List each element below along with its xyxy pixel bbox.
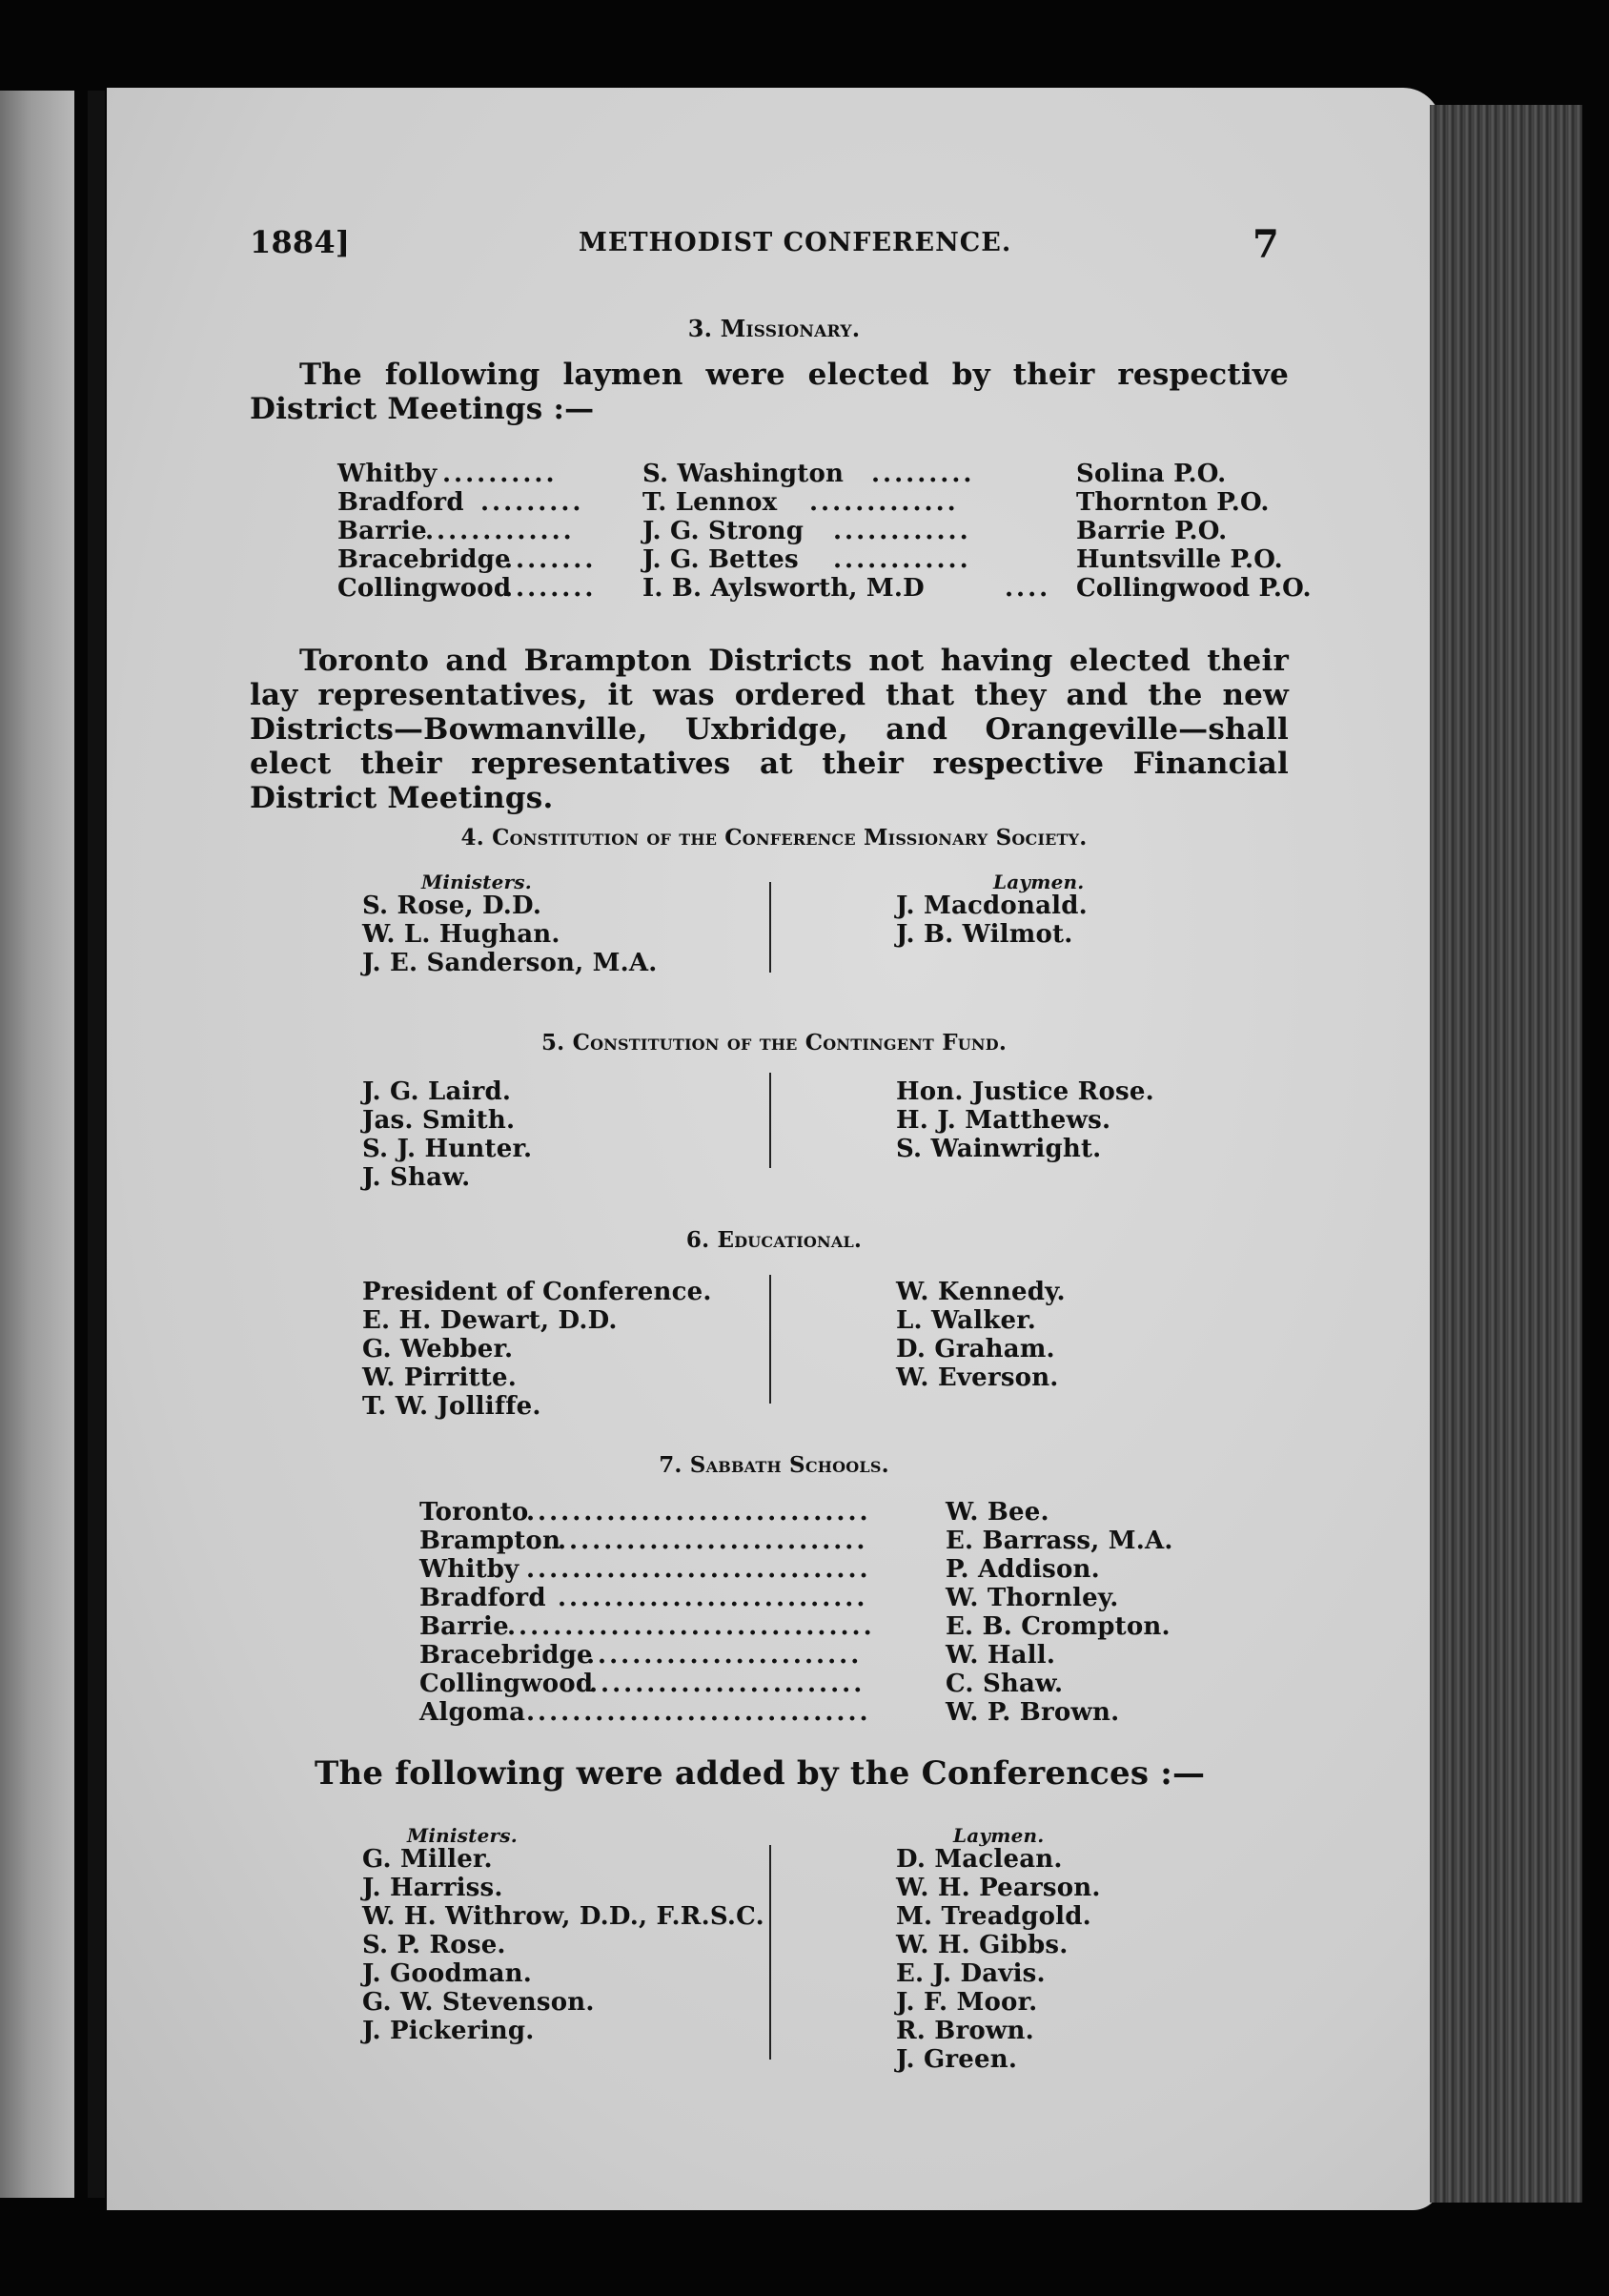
leader-dots: ........: [504, 545, 597, 574]
leader-dots: .............: [809, 488, 959, 517]
name-cell: C. Shaw.: [946, 1670, 1064, 1698]
list-item: E. H. Dewart, D.D.: [362, 1306, 618, 1335]
district-cell: Barrie: [419, 1612, 509, 1641]
list-item: L. Walker.: [896, 1306, 1036, 1335]
added-heading: The following were added by the Conferences :—: [315, 1754, 1206, 1793]
list-item: J. G. Laird.: [362, 1077, 512, 1106]
laymen-label: Laymen.: [953, 1824, 1045, 1847]
list-item: J. B. Wilmot.: [896, 920, 1073, 949]
name-cell: W. Bee.: [946, 1498, 1049, 1527]
name-cell: J. G. Bettes: [642, 545, 799, 574]
list-item: S. Rose, D.D.: [362, 892, 542, 920]
list-item: J. Pickering.: [362, 2017, 535, 2045]
table-row: [419, 1612, 1171, 1641]
list-item: J. Macdonald.: [896, 892, 1088, 920]
list-item: J. F. Moor.: [896, 1988, 1038, 2017]
table-row: [419, 1698, 1144, 1727]
leader-dots: ........................: [586, 1641, 863, 1670]
leader-dots: ............: [833, 517, 971, 545]
contingent-right-list: [896, 1077, 1154, 1163]
list-item: E. J. Davis.: [896, 1959, 1046, 1988]
ministers-list: [362, 892, 658, 977]
district-cell: Bracebridge: [419, 1641, 593, 1670]
list-item: R. Brown.: [896, 2017, 1034, 2045]
missionary-heading: 3. Missionary.: [687, 315, 861, 342]
list-item: W. Pirritte.: [362, 1363, 517, 1392]
column-divider: [769, 882, 771, 973]
po-cell: Huntsville P.O.: [1076, 545, 1283, 574]
list-item: H. J. Matthews.: [896, 1106, 1111, 1135]
name-cell: W. Thornley.: [946, 1584, 1119, 1612]
list-item: President of Conference.: [362, 1278, 712, 1306]
list-item: D. Graham.: [896, 1335, 1055, 1363]
list-item: W. H. Pearson.: [896, 1874, 1101, 1902]
list-item: G. Webber.: [362, 1335, 514, 1363]
table-row: [419, 1641, 1144, 1670]
leader-dots: ........: [504, 574, 597, 603]
district-cell: Whitby: [419, 1555, 519, 1584]
list-item: D. Maclean.: [896, 1845, 1063, 1874]
district-cell: Algoma: [419, 1698, 526, 1727]
district-cell: Bradford: [337, 488, 464, 517]
name-cell: W. P. Brown.: [946, 1698, 1120, 1727]
column-divider: [769, 1073, 771, 1168]
list-item: J. Green.: [896, 2045, 1018, 2074]
list-item: W. H. Withrow, D.D., F.R.S.C.: [362, 1902, 764, 1931]
name-cell: S. Washington: [642, 460, 845, 488]
name-cell: P. Addison.: [946, 1555, 1100, 1584]
leader-dots: ...........................: [558, 1584, 868, 1612]
po-cell: Collingwood P.O.: [1076, 574, 1312, 603]
name-cell: E. B. Crompton.: [946, 1612, 1171, 1641]
district-cell: Barrie: [337, 517, 427, 545]
educational-heading: 6. Educational.: [685, 1227, 863, 1253]
educational-left-list: [362, 1278, 712, 1421]
leader-dots: ..........: [442, 460, 558, 488]
list-item: W. Everson.: [896, 1363, 1059, 1392]
name-cell: J. G. Strong: [642, 517, 804, 545]
column-divider: [769, 1275, 771, 1404]
table-row: [419, 1498, 1144, 1527]
leader-dots: ....: [1005, 574, 1051, 603]
page-content: [250, 215, 1312, 2122]
leader-dots: ..............................: [526, 1498, 871, 1527]
list-item: S. J. Hunter.: [362, 1135, 533, 1163]
laymen-label: Laymen.: [993, 871, 1085, 893]
missionary-society-heading: 4. Constitution of the Conference Missionary Society.: [460, 825, 1088, 851]
leader-dots: ................................: [507, 1612, 875, 1641]
name-cell: W. Hall.: [946, 1641, 1056, 1670]
list-item: T. W. Jolliffe.: [362, 1392, 541, 1421]
leader-dots: .........: [871, 460, 975, 488]
leader-dots: .........: [480, 488, 584, 517]
sabbath-schools-heading: 7. Sabbath Schools.: [659, 1452, 889, 1478]
list-item: J. Harriss.: [362, 1874, 503, 1902]
district-cell: Toronto: [419, 1498, 529, 1527]
leader-dots: .............: [425, 517, 575, 545]
district-cell: Bradford: [419, 1584, 546, 1612]
missionary-intro: The following laymen were elected by their respective District Meetings :—: [250, 358, 1289, 426]
page-edges: [1430, 105, 1582, 2203]
district-cell: Brampton: [419, 1527, 561, 1555]
leader-dots: ...........................: [558, 1527, 868, 1555]
table-row: [419, 1555, 1144, 1584]
list-item: Hon. Justice Rose.: [896, 1077, 1154, 1106]
po-cell: Barrie P.O.: [1076, 517, 1228, 545]
po-cell: Thornton P.O.: [1076, 488, 1270, 517]
leader-dots: ............: [833, 545, 971, 574]
leader-dots: ..............................: [526, 1555, 871, 1584]
contingent-left-list: [362, 1077, 532, 1192]
name-cell: T. Lennox: [642, 488, 778, 517]
name-cell: I. B. Aylsworth, M.D: [642, 574, 925, 603]
list-item: G. Miller.: [362, 1845, 493, 1874]
list-item: Jas. Smith.: [362, 1106, 516, 1135]
list-item: J. Goodman.: [362, 1959, 532, 1988]
list-item: G. W. Stevenson.: [362, 1988, 595, 2017]
left-page-edge: [0, 91, 74, 2198]
list-item: W. H. Gibbs.: [896, 1931, 1069, 1959]
list-item: S. P. Rose.: [362, 1931, 506, 1959]
column-divider: [769, 1845, 771, 2060]
table-row: [419, 1527, 1173, 1555]
added-ministers-list: [362, 1845, 764, 2045]
list-item: W. L. Hughan.: [362, 920, 560, 949]
header-year: 1884]: [250, 224, 351, 260]
header-title: METHODIST CONFERENCE.: [579, 228, 1012, 257]
leader-dots: ..............................: [526, 1698, 871, 1727]
table-row: [419, 1584, 1144, 1612]
missionary-note: Toronto and Brampton Districts not having elected their lay representatives, it was ordered that they and the new Districts—Bowmanville, Uxbridge, and Orangeville—shall elect their representatives at their respective Financial District Meetings.: [250, 644, 1289, 815]
table-row: [419, 1670, 1144, 1698]
laymen-list: [896, 892, 1088, 949]
list-item: M. Treadgold.: [896, 1902, 1091, 1931]
list-item: J. Shaw.: [362, 1163, 471, 1192]
list-item: S. Wainwright.: [896, 1135, 1102, 1163]
district-cell: Collingwood: [337, 574, 512, 603]
name-cell: E. Barrass, M.A.: [946, 1527, 1173, 1555]
contingent-fund-heading: 5. Constitution of the Contingent Fund.: [540, 1030, 1008, 1056]
page-number: 7: [1252, 222, 1279, 267]
book-gutter: [88, 91, 105, 2198]
leader-dots: ........................: [589, 1670, 866, 1698]
running-header: [250, 222, 1298, 267]
district-cell: Whitby: [337, 460, 438, 488]
list-item: W. Kennedy.: [896, 1278, 1066, 1306]
list-item: J. E. Sanderson, M.A.: [362, 949, 658, 977]
district-cell: Bracebridge: [337, 545, 511, 574]
added-laymen-list: [896, 1845, 1101, 2074]
ministers-label: Ministers.: [407, 1824, 518, 1847]
ministers-label: Ministers.: [421, 871, 532, 893]
district-cell: Collingwood: [419, 1670, 594, 1698]
po-cell: Solina P.O.: [1076, 460, 1227, 488]
educational-right-list: [896, 1278, 1066, 1392]
